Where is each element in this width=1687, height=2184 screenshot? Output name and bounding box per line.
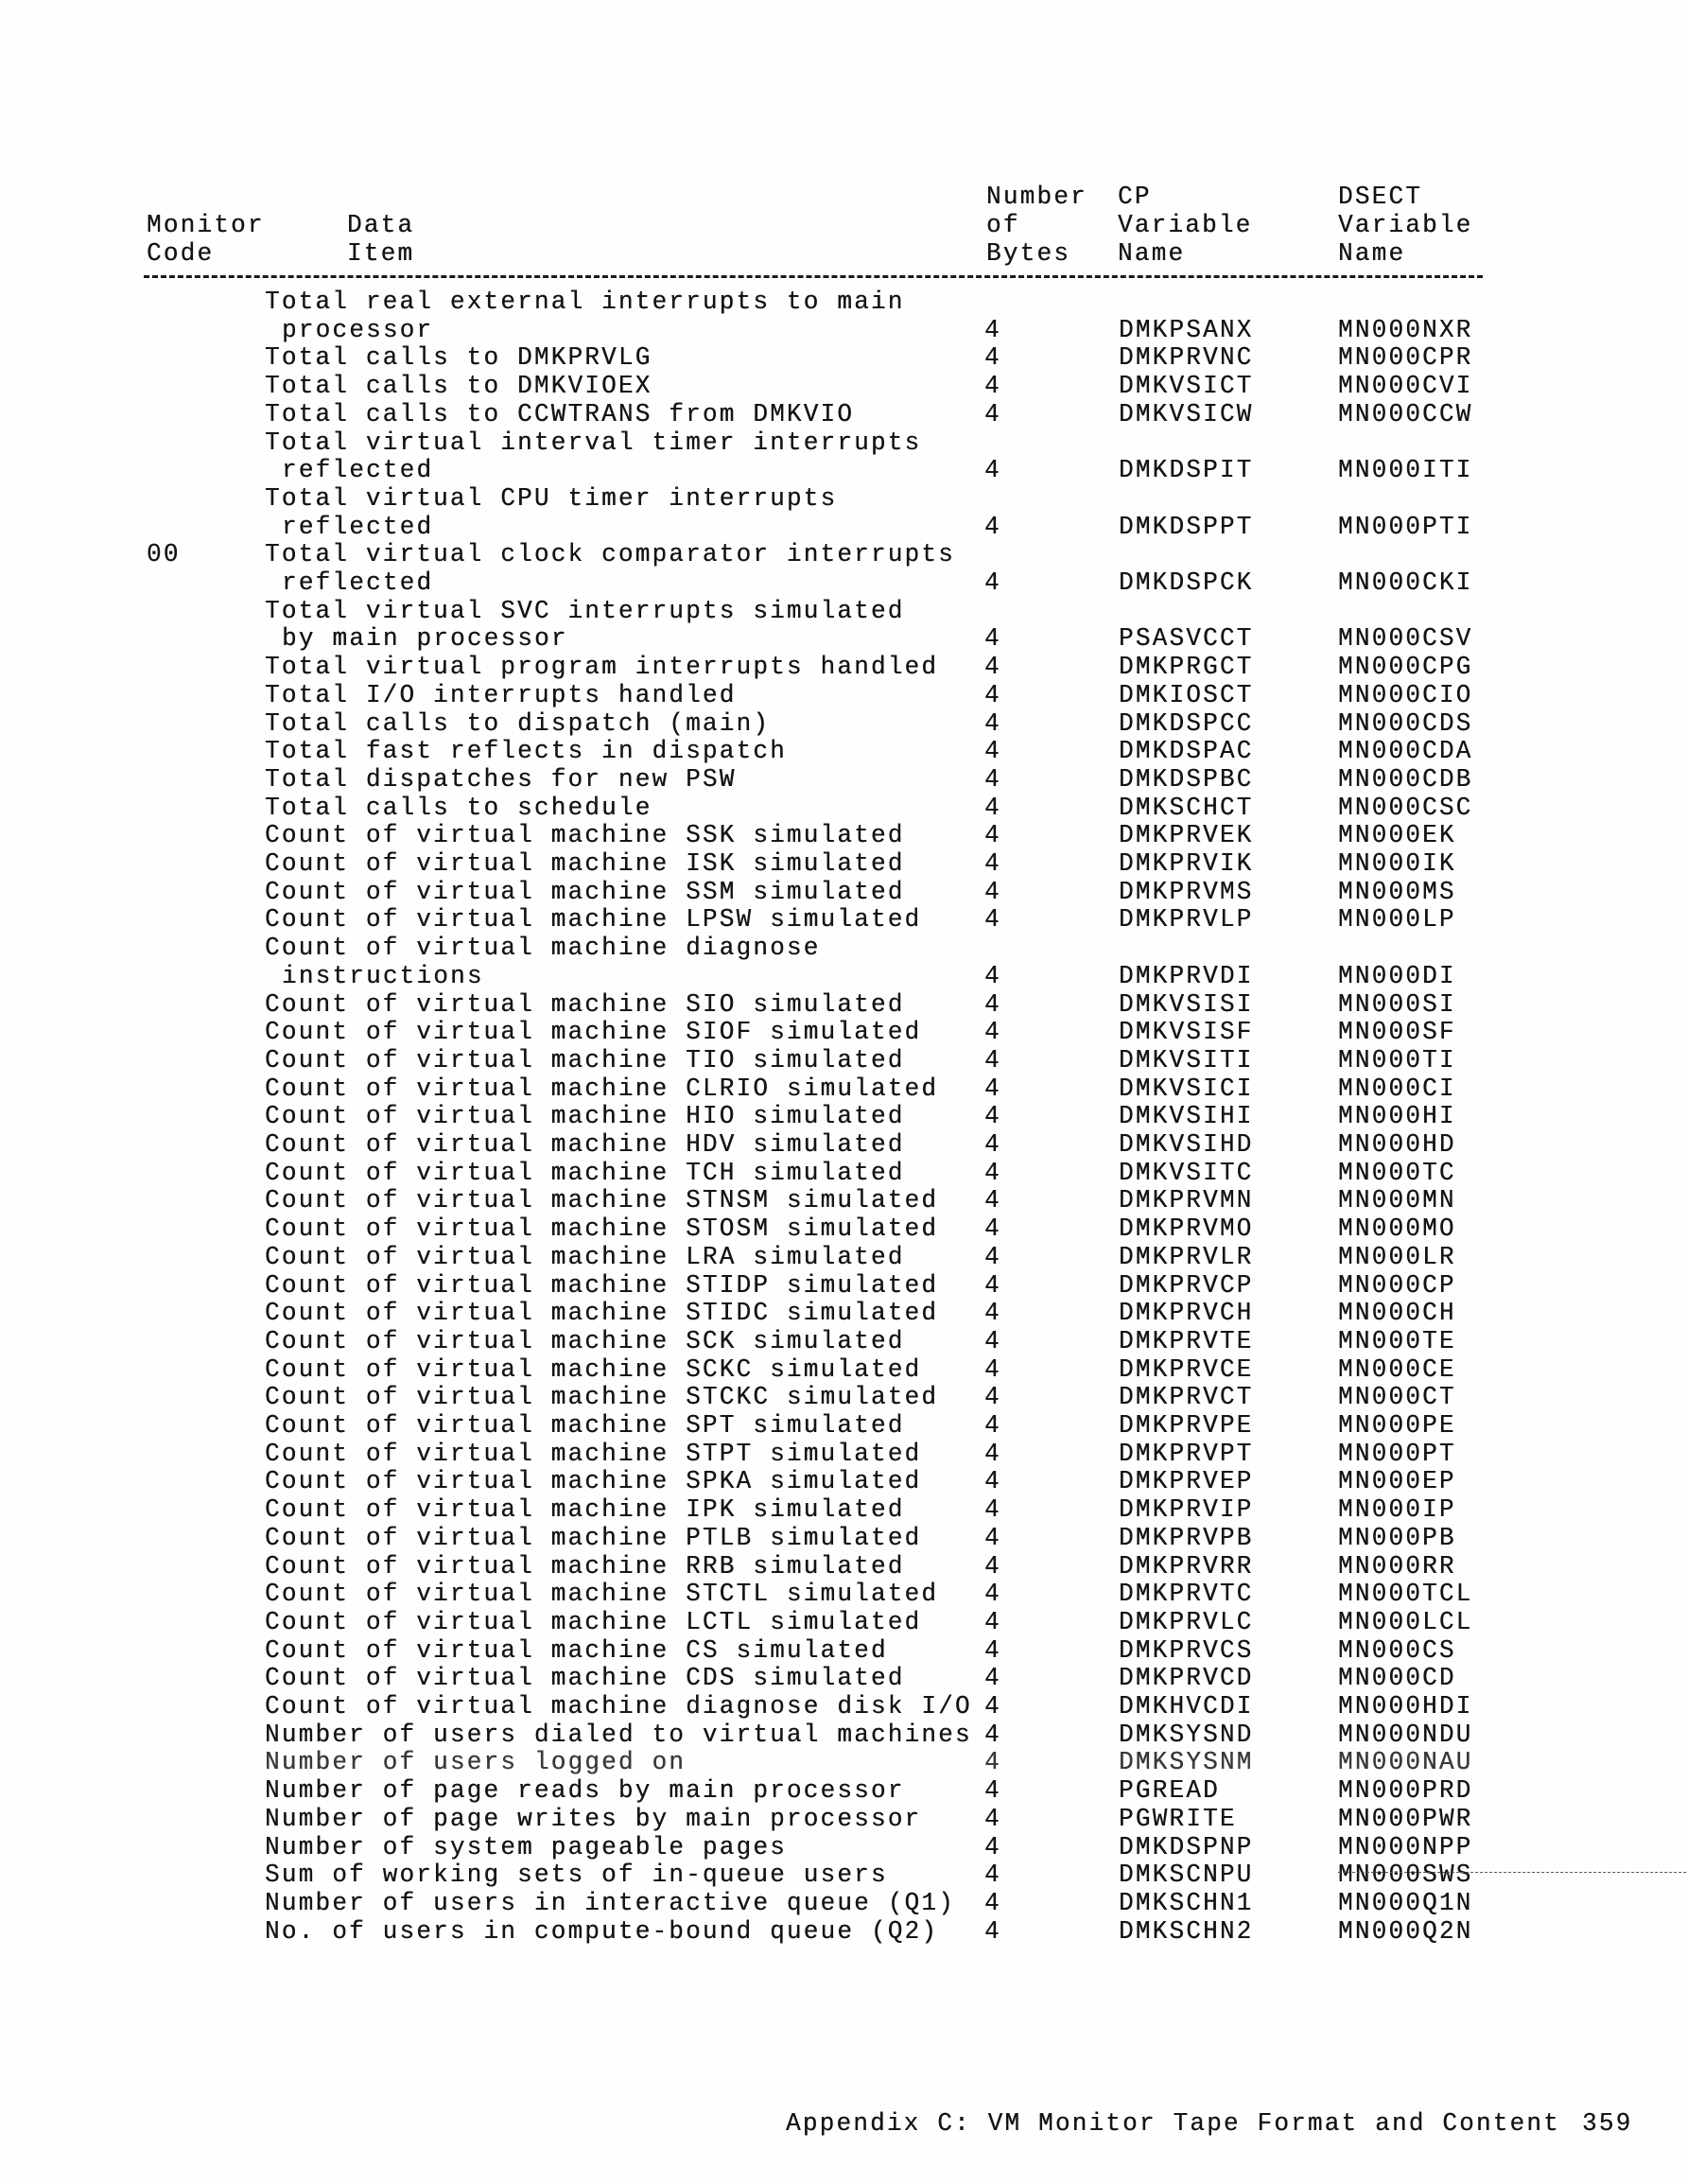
cp-variable-name: DMKPRGCT [1119,652,1254,682]
cp-variable-name: DMKPRVTC [1119,1579,1254,1609]
cp-variable-name: DMKPRVLP [1119,905,1254,935]
bytes-value: 4 [984,1439,1001,1468]
data-item: Total virtual clock comparator interrupts [265,539,955,569]
dsect-variable-name: MN000CD [1338,1663,1456,1693]
data-item: Count of virtual machine STOSM simulated [265,1214,939,1244]
data-item: Sum of working sets of in-queue users [265,1860,888,1890]
cp-variable-name: DMKDSPBC [1119,764,1254,795]
data-item: Count of virtual machine PTLB simulated [265,1523,922,1553]
bytes-value: 4 [984,1860,1001,1890]
dsect-variable-name: MN000CDB [1338,764,1473,795]
data-item: Count of virtual machine diagnose [265,933,821,963]
bytes-value: 4 [984,1832,1001,1861]
dsect-variable-name: MN000NAU [1338,1748,1473,1777]
cp-variable-name: DMKPRVCD [1119,1663,1254,1693]
data-item: Total real external interrupts to main [265,287,905,317]
bytes-value: 4 [984,1186,1001,1215]
cp-variable-name: DMKVSITC [1119,1158,1254,1187]
bytes-value: 4 [984,512,1001,541]
cp-variable-name: DMKSYSNM [1119,1748,1254,1777]
bytes-value: 4 [984,1045,1001,1075]
dsect-variable-name: MN000CI [1338,1074,1456,1103]
cp-variable-name: DMKPRVMO [1119,1214,1254,1244]
data-item: Count of virtual machine diagnose disk I/O [265,1691,972,1721]
data-item: Count of virtual machine SCKC simulated [265,1354,922,1384]
data-item: Count of virtual machine ISK simulated [265,848,905,879]
data-item: Total I/O interrupts handled [265,680,737,710]
monitor-code: 00 [147,539,181,569]
bytes-value: 4 [984,1270,1001,1300]
dsect-variable-name: MN000HI [1338,1101,1456,1131]
header-cp-line2: Variable [1118,210,1253,240]
dsect-variable-name: MN000CSC [1338,793,1473,822]
cp-variable-name: DMKDSPCK [1119,568,1254,598]
bytes-value: 4 [984,877,1001,906]
data-item: Total calls to CCWTRANS from DMKVIO [265,399,855,429]
bytes-value: 4 [984,1242,1001,1272]
dsect-variable-name: MN000MO [1338,1214,1456,1244]
data-item: Number of system pageable pages [265,1832,787,1861]
cp-variable-name: DMKSYSND [1119,1720,1254,1749]
dsect-variable-name: MN000MS [1338,877,1456,906]
cp-variable-name: DMKDSPAC [1119,736,1254,766]
bytes-value: 4 [984,1804,1001,1834]
cp-variable-name: DMKVSIHI [1119,1101,1254,1131]
bytes-value: 4 [984,1354,1001,1384]
cp-variable-name: DMKPRVCS [1119,1635,1254,1665]
cp-variable-name: DMKPRVCP [1119,1270,1254,1300]
bytes-value: 4 [984,793,1001,822]
bytes-value: 4 [984,989,1001,1019]
dsect-variable-name: MN000EK [1338,820,1456,850]
bytes-value: 4 [984,1720,1001,1749]
data-item: Total calls to dispatch (main) [265,708,771,738]
cp-variable-name: DMKPRVRR [1119,1551,1254,1581]
dsect-variable-name: MN000CSV [1338,624,1473,654]
data-item-continuation: reflected [282,455,434,485]
bytes-value: 4 [984,1663,1001,1693]
data-item: Count of virtual machine SIOF simulated [265,1017,922,1047]
dsect-variable-name: MN000SWS [1338,1861,1687,1890]
data-item: Total virtual program interrupts handled [265,652,939,682]
header-dsect-line3: Name [1338,238,1406,269]
data-item: Count of virtual machine CLRIO simulated [265,1074,939,1103]
dsect-variable-name: MN000TCL [1338,1579,1473,1609]
data-item: Count of virtual machine TCH simulated [265,1158,905,1187]
cp-variable-name: DMKVSICI [1119,1074,1254,1103]
header-cp-line3: Name [1118,238,1186,269]
bytes-value: 4 [984,1775,1001,1806]
dsect-variable-name: MN000CDS [1338,708,1473,738]
data-item: Number of page writes by main processor [265,1804,922,1834]
data-item: Total fast reflects in dispatch [265,736,787,766]
dsect-variable-name: MN000PWR [1338,1804,1473,1834]
page-number: 359 [1582,2108,1633,2139]
bytes-value: 4 [984,848,1001,879]
data-item: Count of virtual machine STPT simulated [265,1439,922,1468]
dsect-variable-name: MN000CPR [1338,343,1473,373]
header-bytes-line2: of [986,210,1020,240]
cp-variable-name: PGWRITE [1119,1804,1237,1834]
dsect-variable-name: MN000IK [1338,848,1456,879]
data-item: Total virtual CPU timer interrupts [265,483,838,514]
dsect-variable-name: MN000PRD [1338,1775,1473,1806]
data-item: Count of virtual machine STIDP simulated [265,1270,939,1300]
cp-variable-name: DMKPRVLC [1119,1607,1254,1637]
cp-variable-name: DMKVSICW [1119,399,1254,429]
bytes-value: 4 [984,1579,1001,1609]
bytes-value: 4 [984,680,1001,710]
data-item: Count of virtual machine HIO simulated [265,1101,905,1131]
header-divider [144,275,1483,278]
header-dsect-line1: DSECT [1338,182,1423,212]
dsect-variable-name: MN000TI [1338,1045,1456,1075]
bytes-value: 4 [984,1298,1001,1328]
cp-variable-name: DMKVSICT [1119,371,1254,401]
cp-variable-name: DMKPRVIP [1119,1494,1254,1525]
data-item: Count of virtual machine SPKA simulated [265,1467,922,1496]
bytes-value: 4 [984,1467,1001,1496]
dsect-variable-name: MN000SF [1338,1017,1456,1047]
dsect-variable-name: MN000DI [1338,961,1456,991]
cp-variable-name: DMKPRVEK [1119,820,1254,850]
dsect-variable-name: MN000CVI [1338,371,1473,401]
bytes-value: 4 [984,1888,1001,1918]
data-item: Count of virtual machine CDS simulated [265,1663,905,1693]
dsect-variable-name: MN000CE [1338,1354,1456,1384]
bytes-value: 4 [984,961,1001,991]
cp-variable-name: DMKPRVEP [1119,1467,1254,1496]
cp-variable-name: DMKDSPNP [1119,1832,1254,1861]
dsect-variable-name: MN000HD [1338,1129,1456,1160]
data-item: No. of users in compute-bound queue (Q2) [265,1916,939,1946]
bytes-value: 4 [984,1551,1001,1581]
cp-variable-name: DMKSCNPU [1119,1860,1254,1890]
data-item: Number of page reads by main processor [265,1775,905,1806]
bytes-value: 4 [984,652,1001,682]
bytes-value: 4 [984,1158,1001,1187]
bytes-value: 4 [984,764,1001,795]
cp-variable-name: DMKSCHCT [1119,793,1254,822]
bytes-value: 4 [984,1691,1001,1721]
dsect-variable-name: MN000CCW [1338,399,1473,429]
cp-variable-name: DMKDSPCC [1119,708,1254,738]
data-item: Count of virtual machine SIO simulated [265,989,905,1019]
data-item: Total calls to schedule [265,793,652,822]
bytes-value: 4 [984,315,1001,344]
bytes-value: 4 [984,1382,1001,1412]
data-item: Total calls to DMKVIOEX [265,371,652,401]
dsect-variable-name: MN000PT [1338,1439,1456,1468]
bytes-value: 4 [984,1635,1001,1665]
dsect-variable-name: MN000CT [1338,1382,1456,1412]
cp-variable-name: DMKPSANX [1119,315,1254,344]
data-item: Count of virtual machine SSM simulated [265,877,905,906]
bytes-value: 4 [984,624,1001,654]
dsect-variable-name: MN000LCL [1338,1607,1473,1637]
bytes-value: 4 [984,1017,1001,1047]
dsect-variable-name: MN000CP [1338,1270,1456,1300]
dsect-variable-name: MN000NDU [1338,1720,1473,1749]
dsect-variable-name: MN000CPG [1338,652,1473,682]
cp-variable-name: DMKSCHN1 [1119,1888,1254,1918]
dsect-variable-name: MN000RR [1338,1551,1456,1581]
bytes-value: 4 [984,820,1001,850]
dsect-variable-name: MN000TE [1338,1326,1456,1356]
cp-variable-name: PGREAD [1119,1775,1220,1806]
data-item: Total calls to DMKPRVLG [265,343,652,373]
dsect-variable-name: MN000ITI [1338,455,1473,485]
bytes-value: 4 [984,371,1001,401]
footer-title: Appendix C: VM Monitor Tape Format and Content [786,2108,1560,2139]
header-data-line2: Item [347,238,415,269]
cp-variable-name: DMKPRVDI [1119,961,1254,991]
cp-variable-name: DMKVSISI [1119,989,1254,1019]
bytes-value: 4 [984,1410,1001,1441]
cp-variable-name: DMKPRVPB [1119,1523,1254,1553]
bytes-value: 4 [984,455,1001,485]
dsect-variable-name: MN000Q2N [1338,1916,1473,1946]
cp-variable-name: DMKPRVCT [1119,1382,1254,1412]
header-dsect-line2: Variable [1338,210,1473,240]
header-monitor-line1: Monitor [147,210,265,240]
dsect-variable-name: MN000CH [1338,1298,1456,1328]
data-item-continuation: by main processor [282,624,568,654]
data-item: Count of virtual machine LRA simulated [265,1242,905,1272]
bytes-value: 4 [984,343,1001,373]
bytes-value: 4 [984,568,1001,598]
cp-variable-name: DMKPRVLR [1119,1242,1254,1272]
cp-variable-name: DMKPRVMN [1119,1186,1254,1215]
bytes-value: 4 [984,399,1001,429]
dsect-variable-name: MN000NXR [1338,315,1473,344]
dsect-variable-name: MN000TC [1338,1158,1456,1187]
bytes-value: 4 [984,1494,1001,1525]
bytes-value: 4 [984,1748,1001,1777]
data-item: Count of virtual machine SPT simulated [265,1410,905,1441]
data-item: Number of users in interactive queue (Q1) [265,1888,955,1918]
header-monitor-line2: Code [147,238,215,269]
bytes-value: 4 [984,1607,1001,1637]
dsect-variable-name: MN000EP [1338,1467,1456,1496]
data-item: Count of virtual machine HDV simulated [265,1129,905,1160]
cp-variable-name: DMKDSPPT [1119,512,1254,541]
data-item: Count of virtual machine LPSW simulated [265,905,922,935]
bytes-value: 4 [984,905,1001,935]
cp-variable-name: DMKPRVIK [1119,848,1254,879]
data-item: Count of virtual machine LCTL simulated [265,1607,922,1637]
header-data-line1: Data [347,210,415,240]
data-item: Count of virtual machine RRB simulated [265,1551,905,1581]
dsect-variable-name: MN000HDI [1338,1691,1473,1721]
dsect-variable-name: MN000CS [1338,1635,1456,1665]
cp-variable-name: DMKPRVCE [1119,1354,1254,1384]
dsect-variable-name: MN000CKI [1338,568,1473,598]
bytes-value: 4 [984,1916,1001,1946]
cp-variable-name: DMKPRVNC [1119,343,1254,373]
data-item-continuation: reflected [282,568,434,598]
cp-variable-name: DMKPRVPE [1119,1410,1254,1441]
cp-variable-name: DMKSCHN2 [1119,1916,1254,1946]
cp-variable-name: DMKIOSCT [1119,680,1254,710]
bytes-value: 4 [984,736,1001,766]
header-cp-line1: CP [1118,182,1152,212]
cp-variable-name: DMKVSISF [1119,1017,1254,1047]
data-item: Count of virtual machine STNSM simulated [265,1186,939,1215]
data-item: Count of virtual machine IPK simulated [265,1494,905,1525]
header-bytes-line3: Bytes [986,238,1071,269]
cp-variable-name: DMKHVCDI [1119,1691,1254,1721]
data-item-continuation: reflected [282,512,434,541]
data-item-continuation: processor [282,315,434,344]
cp-variable-name: DMKPRVCH [1119,1298,1254,1328]
data-item: Number of users dialed to virtual machines [265,1720,972,1749]
data-item: Number of users logged on [265,1748,687,1777]
cp-variable-name: DMKVSIHD [1119,1129,1254,1160]
dsect-variable-name: MN000PTI [1338,512,1473,541]
bytes-value: 4 [984,1101,1001,1131]
data-item: Total virtual interval timer interrupts [265,428,922,457]
data-item: Total virtual SVC interrupts simulated [265,596,905,625]
data-item: Count of virtual machine STIDC simulated [265,1298,939,1328]
data-item: Count of virtual machine STCTL simulated [265,1579,939,1609]
cp-variable-name: DMKVSITI [1119,1045,1254,1075]
header-bytes-line1: Number [986,182,1087,212]
dsect-variable-name: MN000CIO [1338,680,1473,710]
cp-variable-name: DMKDSPIT [1119,455,1254,485]
data-item: Total dispatches for new PSW [265,764,737,795]
bytes-value: 4 [984,1326,1001,1356]
dsect-variable-name: MN000LP [1338,905,1456,935]
data-item: Count of virtual machine STCKC simulated [265,1382,939,1412]
bytes-value: 4 [984,1523,1001,1553]
data-item: Count of virtual machine TIO simulated [265,1045,905,1075]
dsect-variable-name: MN000MN [1338,1186,1456,1215]
bytes-value: 4 [984,1129,1001,1160]
cp-variable-name: DMKPRVMS [1119,877,1254,906]
dsect-variable-name: MN000LR [1338,1242,1456,1272]
dsect-variable-name: MN000Q1N [1338,1888,1473,1918]
bytes-value: 4 [984,708,1001,738]
data-item: Count of virtual machine CS simulated [265,1635,888,1665]
bytes-value: 4 [984,1074,1001,1103]
dsect-variable-name: MN000PB [1338,1523,1456,1553]
bytes-value: 4 [984,1214,1001,1244]
data-item: Count of virtual machine SSK simulated [265,820,905,850]
cp-variable-name: DMKPRVPT [1119,1439,1254,1468]
dsect-variable-name: MN000IP [1338,1494,1456,1525]
cp-variable-name: DMKPRVTE [1119,1326,1254,1356]
cp-variable-name: PSASVCCT [1119,624,1254,654]
dsect-variable-name: MN000CDA [1338,736,1473,766]
dsect-variable-name: MN000NPP [1338,1832,1473,1861]
dsect-variable-name: MN000SI [1338,989,1456,1019]
dsect-variable-name: MN000PE [1338,1410,1456,1441]
data-item-continuation: instructions [282,961,484,991]
data-item: Count of virtual machine SCK simulated [265,1326,905,1356]
